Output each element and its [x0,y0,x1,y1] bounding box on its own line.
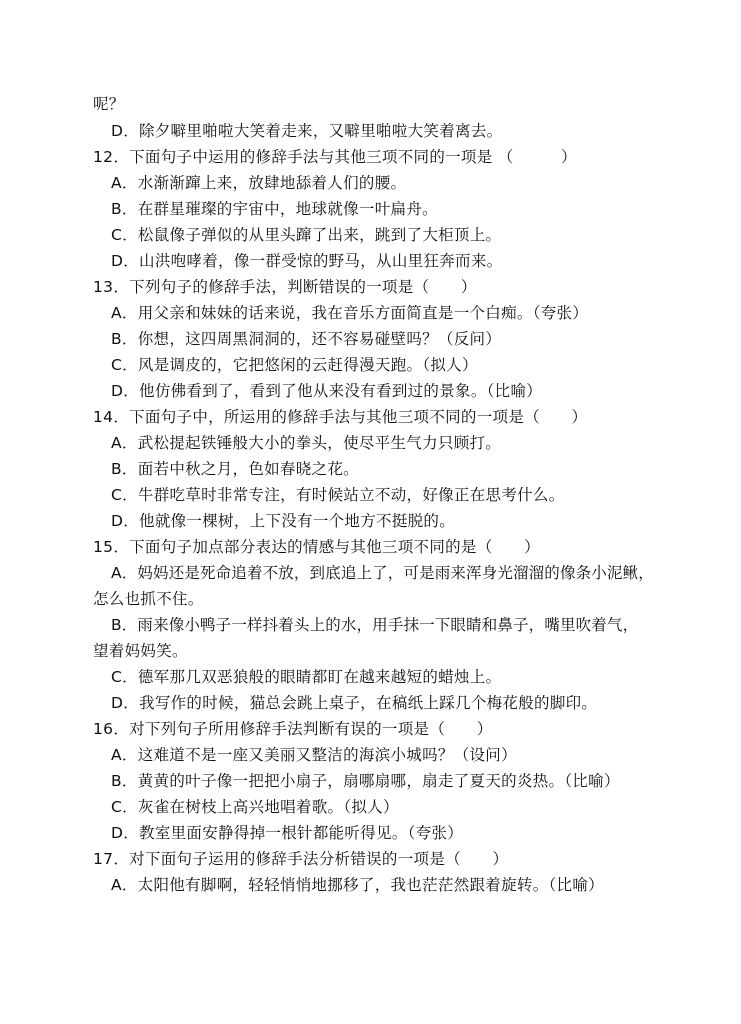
option-line: A．太阳他有脚啊，轻轻悄悄地挪移了，我也茫茫然跟着旋转。（比喻） [111,876,604,894]
option-line: D．山洪咆哮着，像一群受惊的野马，从山里狂奔而来。 [111,252,503,270]
question-line: 16．对下列句子所用修辞手法判断有误的一项是（ ） [93,720,493,738]
option-line: B．你想，这四周黑洞洞的，还不容易碰壁吗？（反问） [111,330,502,348]
option-line: D．他就像一棵树，上下没有一个地方不挺脱的。 [111,512,456,530]
text-line: 怎么也抓不住。 [93,590,204,608]
option-line: A．妈妈还是死命追着不放，到底追上了，可是雨来浑身光溜溜的像条小泥鳅， [111,564,654,582]
question-line: 12．下面句子中运用的修辞手法与其他三项不同的一项是 （ ） [93,148,577,166]
option-line: A．这难道不是一座又美丽又整洁的海滨小城吗？（设问） [111,746,517,764]
option-line: B．面若中秋之月，色如春晓之花。 [111,460,359,478]
option-line: C．牛群吃草时非常专注，有时候站立不动，好像正在思考什么。 [111,486,565,504]
option-line: C．德军那几双恶狼般的眼睛都盯在越来越短的蜡烛上。 [111,668,502,686]
text-line: D．除夕噼里啪啦大笑着走来，又噼里啪啦大笑着离去。 [111,122,503,140]
question-line: 13．下列句子的修辞手法，判断错误的一项是（ ） [93,278,477,296]
question-line: 14．下面句子中，所运用的修辞手法与其他三项不同的一项是（ ） [93,408,588,426]
option-line: C．风是调皮的，它把悠闲的云赶得漫天跑。（拟人） [111,356,478,374]
option-line: B．在群星璀璨的宇宙中，地球就像一叶扁舟。 [111,200,438,218]
text-line: 望着妈妈笑。 [93,642,188,660]
option-line: B．雨来像小鸭子一样抖着头上的水，用手抹一下眼睛和鼻子，嘴里吹着气， [111,616,639,634]
question-line: 17．对下面句子运用的修辞手法分析错误的一项是（ ） [93,850,509,868]
option-line: A．用父亲和妹妹的话来说，我在音乐方面简直是一个白痴。（夸张） [111,304,589,322]
option-line: C．灰雀在树枝上高兴地唱着歌。（拟人） [111,798,399,816]
option-line: D．我写作的时候，猫总会跳上桌子，在稿纸上踩几个梅花般的脚印。 [111,694,598,712]
option-line: B．黄黄的叶子像一把把小扇子，扇哪扇哪，扇走了夏天的炎热。（比喻） [111,772,620,790]
option-line: A．武松提起铁锤般大小的拳头，使尽平生气力只顾打。 [111,434,502,452]
option-line: D．他仿佛看到了，看到了他从来没有看到过的景象。（比喻） [111,382,543,400]
option-line: A．水渐渐蹿上来，放肆地舔着人们的腰。 [111,174,407,192]
option-line: C．松鼠像子弹似的从里头蹿了出来，跳到了大柜顶上。 [111,226,502,244]
question-line: 15．下面句子加点部分表达的情感与其他三项不同的是（ ） [93,538,540,556]
text-line: 呢？ [93,95,125,113]
option-line: D．教室里面安静得掉一根针都能听得见。（夸张） [111,824,464,842]
